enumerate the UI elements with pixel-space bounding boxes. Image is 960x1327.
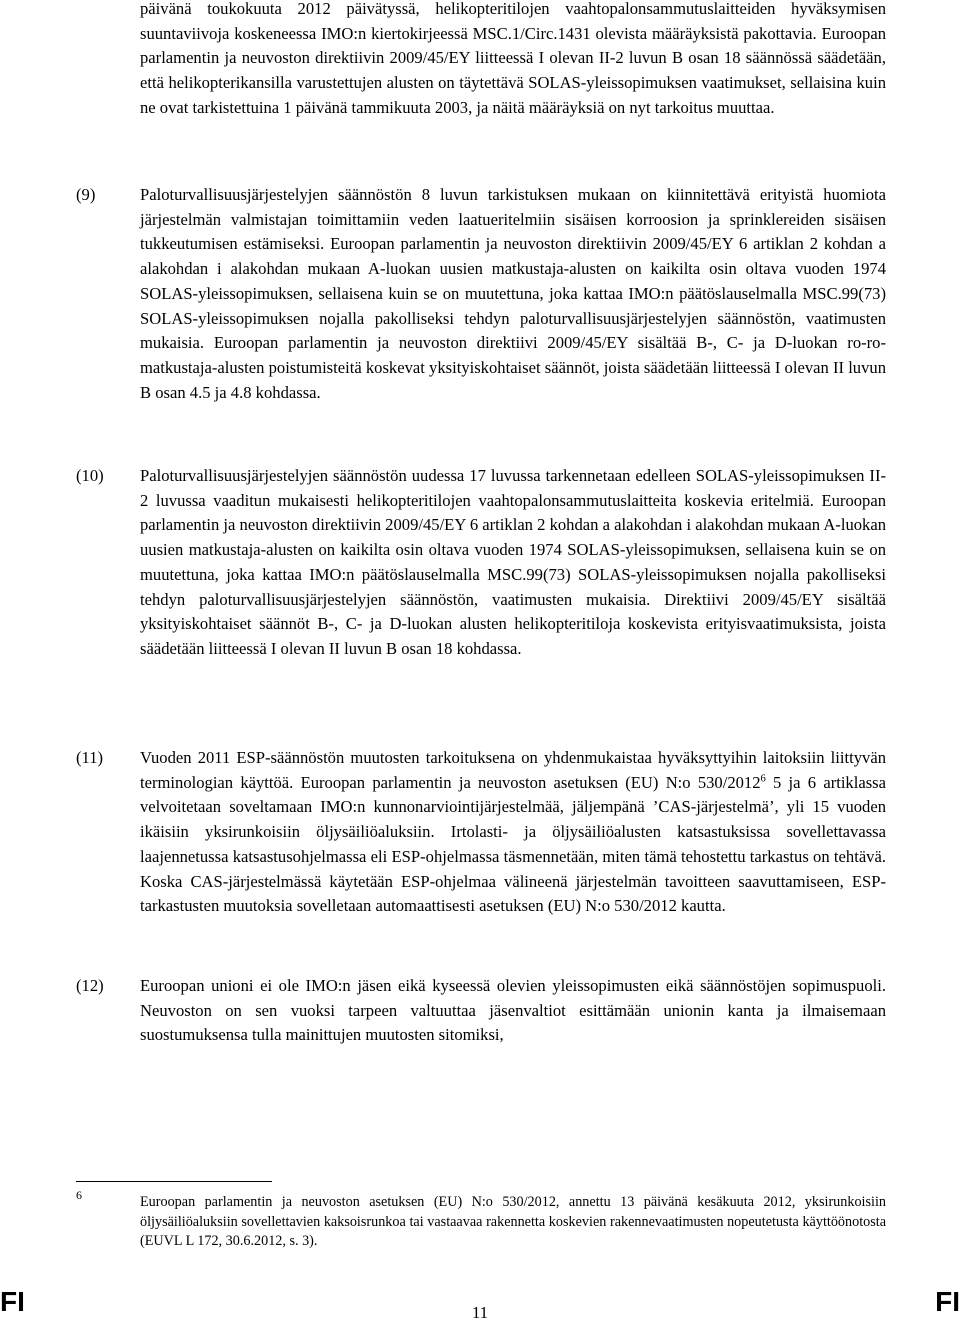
paragraph-number-9: (9)	[76, 185, 96, 204]
footnote-text: Euroopan parlamentin ja neuvoston asetuksen (EU) N:o 530/2012, annettu 13 päivänä kesäkuuta 2012, yksirunkoisiin öljysäiliöaluksiin sovellettavien kaksoisrunkoa tai vastaavaa rakennetta koskevien rakennevaatimusten nopeutetusta käyttöönotosta (EUVL L 172, 30.6.2012, s. 3).	[140, 1194, 886, 1249]
paragraph-11	[140, 746, 886, 919]
paragraph-9: Paloturvallisuusjärjestelyjen säännöstön 8 luvun tarkistuksen mukaan on kiinnitettävä erityistä huomiota järjestelmän valmistajan toimittamiin veden laatueritelmiin sisäisen korroosion ja sprinklereiden sisäisen tukkeutumisen estämiseksi. Euroopan parlamentin ja neuvoston direktiivin 2009/45/EY 6 artiklan 2 kohdan a alakohdan i alakohdan mukaan A-luokan uusien matkustaja-alusten on kaikilta osin oltava vuoden 1974 SOLAS-yleissopimuksen, sellaisena kuin se on muutettuna, joka kattaa IMO:n päätöslauselmalla MSC.99(73) SOLAS-yleissopimuksen nojalla pakolliseksi tehdyn paloturvallisuusjärjestelyjen säännöstön, vaatimusten mukaisia. Euroopan parlamentin ja neuvoston direktiivi 2009/45/EY sisältää B-, C- ja D-luokan ro-ro-matkustaja-alusten poistumisteitä koskevat yksityiskohtaiset säännöt, joista säädetään liitteessä I olevan II luvun B osan 4.5 ja 4.8 kohdassa.	[140, 185, 886, 402]
paragraph-10: Paloturvallisuusjärjestelyjen säännöstön uudessa 17 luvussa tarkennetaan edelleen SOLAS-yleissopimuksen II-2 luvussa vaaditun mukaisesti helikopteritilojen vaahtopalonsammutuslaitteita koskevia eritelmiä. Euroopan parlamentin ja neuvoston direktiivin 2009/45/EY 6 artiklan 2 kohdan a alakohdan i alakohdan mukaan A-luokan uusien matkustaja-alusten on kaikilta osin oltava vuoden 1974 SOLAS-yleissopimuksen, sellaisena kuin se on muutettuna, joka kattaa IMO:n päätöslauselmalla MSC.99(73) SOLAS-yleissopimuksen nojalla pakolliseksi tehdyn paloturvallisuusjärjestelyjen säännöstön, vaatimusten mukaisia. Direktiivi 2009/45/EY sisältää yksityiskohtaiset säännöt B-, C- ja D-luokan alusten helikopteritiloja koskevista erityisvaatimuksista, joista säädetään liitteessä I olevan II luvun B osan 18 kohdassa.	[140, 466, 886, 658]
paragraph-number-11: (11)	[76, 748, 104, 767]
paragraph-12: Euroopan unioni ei ole IMO:n jäsen eikä kyseessä olevien yleissopimusten eikä säännöstöjen sopimuspuoli. Neuvoston on sen vuoksi tarpeen valtuuttaa jäsenvaltiot esittämään unionin kanta ja ilmaisemaan suostumuksensa tulla mainittujen muutosten sitomiksi,	[140, 976, 886, 1045]
paragraph-number-12: (12)	[76, 976, 104, 995]
page-number: 11	[471, 1303, 489, 1322]
footnote-separator	[76, 1181, 272, 1182]
language-code-right: FI	[935, 1286, 960, 1317]
language-code-left: FI	[0, 1286, 25, 1317]
paragraph-11-text-start: Vuoden 2011 ESP-säännöstön muutosten tarkoituksena on yhdenmukaistaa hyväksyttyihin laitoksiin liittyvän terminologian käyttöä. Euroopan parlamentin ja neuvoston asetuksen (EU) N:o 530/2012	[140, 748, 886, 792]
footnote-reference-6[interactable]: 6	[760, 773, 766, 785]
paragraph-number-10: (10)	[76, 466, 104, 485]
paragraph-continued: päivänä toukokuuta 2012 päivätyssä, helikopteritilojen vaahtopalonsammutuslaitteiden hyväksymisen suuntaviivoja koskeneessa IMO:n kiertokirjeessä MSC.1/Circ.1431 olevista määräyksistä pakottavia. Euroopan parlamentin ja neuvoston direktiivin 2009/45/EY liitteessä I olevan II-2 luvun B osan 18 säännössä säädetään, että helikopterikansilla varustettujen alusten on täytettävä SOLAS-yleissopimuksen vaatimukset, sellaisina kuin ne ovat tarkistettuina 1 päivänä tammikuuta 2003, ja näitä määräyksiä on nyt tarkoitus muuttaa.	[140, 0, 886, 117]
paragraph-11-text-end: 5 ja 6 artiklassa velvoitetaan soveltamaan IMO:n kunnonarviointijärjestelmää, jäljempänä ’CAS-järjestelmä’, yli 15 vuoden ikäisiin yksirunkoisiin öljysäiliöaluksiin. Irtolasti- ja öljysäiliöalusten katsastuksissa sovellettavassa laajennetussa katsastusohjelmassa eli ESP-ohjelmassa täsmennetään, miten tämä tehostettu tarkastus on tehtävä. Koska CAS-järjestelmässä käytetään ESP-ohjelmaa välineenä järjestelmän tavoitteen saavuttamiseen, ESP-tarkastusten muutoksia sovelletaan automaattisesti asetuksen (EU) N:o 530/2012 kautta.	[140, 772, 886, 916]
footnote-number: 6	[76, 1188, 82, 1202]
